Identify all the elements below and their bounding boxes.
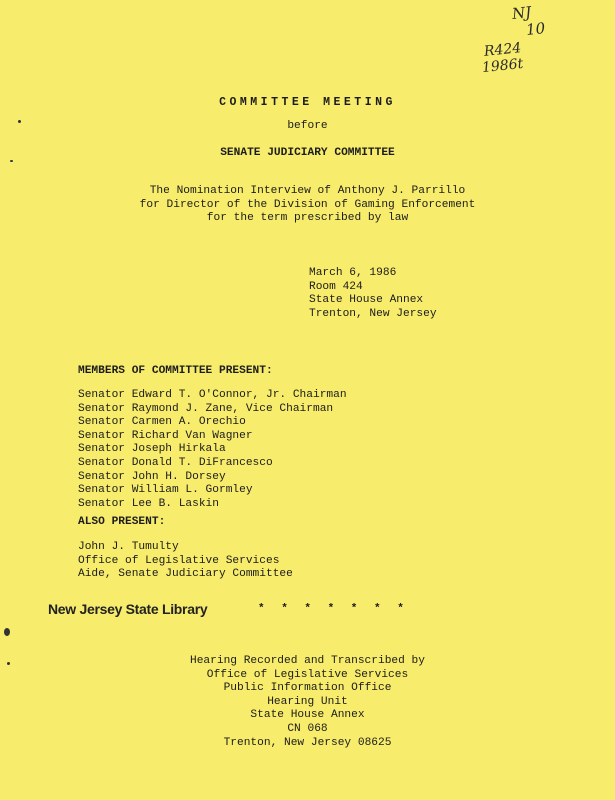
footer-line: Trenton, New Jersey 08625 xyxy=(223,736,392,749)
footer-line: Public Information Office xyxy=(223,682,392,695)
members-heading: MEMBERS OF COMMITTEE PRESENT: xyxy=(78,365,273,377)
list-item: Senator Carmen A. Orechio xyxy=(78,416,246,429)
scan-speck xyxy=(4,628,10,636)
footer-block xyxy=(0,655,615,750)
list-item: Senator William L. Gormley xyxy=(78,484,253,497)
handwritten-note-4: 1986t xyxy=(481,55,524,77)
list-item: Senator Edward T. O'Connor, Jr. Chairman xyxy=(78,389,347,401)
members-list xyxy=(78,389,347,511)
handwritten-note-3: R424 xyxy=(483,40,522,60)
list-item: Senator Donald T. DiFrancesco xyxy=(78,456,273,469)
footer-line: State House Annex xyxy=(250,709,365,722)
list-item: John J. Tumulty xyxy=(78,541,179,553)
list-item: Senator Lee B. Laskin xyxy=(78,497,219,510)
subject-block xyxy=(0,185,615,226)
committee-name: SENATE JUDICIARY COMMITTEE xyxy=(220,147,395,159)
meeting-city: Trenton, New Jersey xyxy=(309,307,437,320)
footer-line: CN 068 xyxy=(287,722,328,735)
separator-stars: * * * * * * * xyxy=(258,603,409,615)
list-item: Office of Legislative Services xyxy=(78,554,280,567)
subject-line: for the term prescribed by law xyxy=(206,212,409,225)
library-stamp: New Jersey State Library xyxy=(48,601,208,617)
handwritten-note-2: 10 xyxy=(525,19,546,39)
also-present-list xyxy=(78,541,293,582)
handwritten-note-1: NJ xyxy=(511,3,533,23)
footer-line: Hearing Recorded and Transcribed by xyxy=(190,655,425,667)
meeting-date: March 6, 1986 xyxy=(309,267,397,279)
meeting-details xyxy=(309,267,437,321)
list-item: Senator Raymond J. Zane, Vice Chairman xyxy=(78,402,334,415)
also-present-heading: ALSO PRESENT: xyxy=(78,516,166,528)
list-item: Aide, Senate Judiciary Committee xyxy=(78,568,293,581)
scan-speck xyxy=(7,662,10,665)
scan-speck xyxy=(18,120,21,123)
list-item: Senator Richard Van Wagner xyxy=(78,429,253,442)
before-label: before xyxy=(287,120,328,132)
list-item: Senator Joseph Hirkala xyxy=(78,443,226,456)
footer-line: Office of Legislative Services xyxy=(206,668,409,681)
scan-speck xyxy=(10,160,13,162)
list-item: Senator John H. Dorsey xyxy=(78,470,226,483)
subject-line: for Director of the Division of Gaming Enforcement xyxy=(139,198,476,211)
meeting-building: State House Annex xyxy=(309,294,424,307)
document-title: COMMITTEE MEETING xyxy=(219,96,396,109)
footer-line: Hearing Unit xyxy=(267,695,348,708)
subject-line: The Nomination Interview of Anthony J. Parrillo xyxy=(149,185,466,197)
meeting-room: Room 424 xyxy=(309,280,363,293)
